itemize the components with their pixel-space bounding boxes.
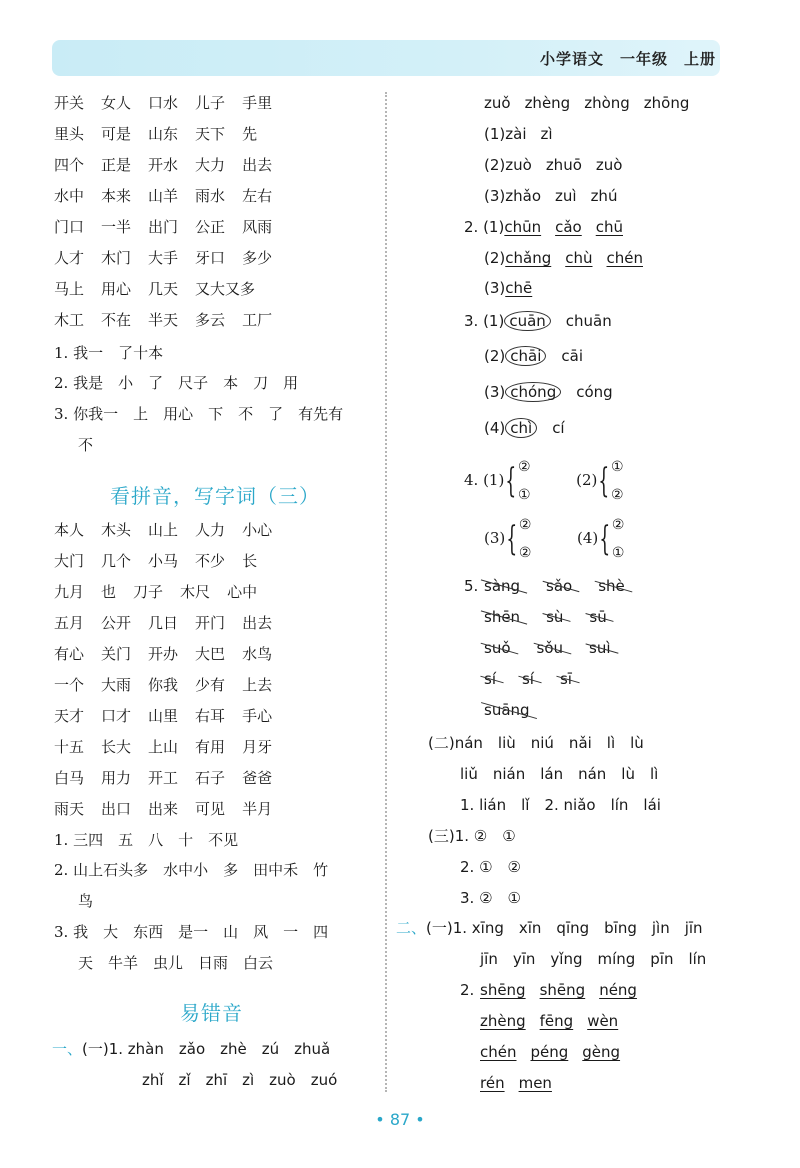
section3-q2-cont: 鸟 (78, 892, 94, 910)
header-title: 小学语文 一年级 上册 (539, 50, 716, 68)
word: 小马 (148, 552, 179, 570)
word: 口才 (101, 707, 132, 725)
er-q2-label: 2. (460, 981, 475, 999)
label: (2) (484, 156, 506, 174)
word: 出门 (148, 218, 179, 236)
word: 人力 (195, 521, 226, 539)
word: 也 (101, 583, 117, 601)
word: 大手 (148, 249, 179, 267)
word: sǎo (546, 577, 573, 595)
word: 开水 (148, 156, 179, 174)
word-row (480, 980, 651, 1000)
pinyin: zhú (590, 187, 618, 205)
word: 十五 (54, 738, 85, 756)
word: 白马 (54, 769, 85, 787)
label: (2) (576, 471, 598, 489)
brace-icon: { (506, 519, 518, 559)
word-row (54, 582, 274, 602)
pinyin: cāi (561, 347, 583, 365)
label: (3) (484, 529, 506, 547)
page-number: • 87 • (375, 1110, 425, 1129)
word: 四个 (54, 156, 85, 174)
section3-q1: 1. 三四 五 八 十 不见 (54, 831, 239, 849)
choice-stack: ② ② (518, 517, 532, 561)
word: 女人 (101, 94, 132, 112)
word: 几日 (148, 614, 179, 632)
pinyin: cǎo (555, 218, 582, 236)
word: 上山 (148, 738, 179, 756)
word: suì (589, 639, 611, 657)
word-row (54, 279, 272, 299)
word-row (54, 644, 289, 664)
label: (1) (484, 125, 506, 143)
word: 有用 (195, 738, 226, 756)
choice-stack: ② ① (517, 459, 531, 503)
label: (2) (484, 347, 506, 365)
section3-q2: 2. 山上石头多 水中小 多 田中禾 竹 (54, 861, 329, 879)
word: 雨天 (54, 800, 85, 818)
label: (3) (484, 279, 506, 297)
word: 风雨 (242, 218, 273, 236)
word: 木门 (101, 249, 132, 267)
pinyin: zhǎo (505, 187, 541, 205)
label: 3. (1) (464, 312, 505, 330)
word: 出口 (101, 800, 132, 818)
word: 正是 (101, 156, 132, 174)
word-row (54, 248, 289, 268)
word: 关门 (101, 645, 132, 663)
r1-line (484, 93, 703, 113)
word: 工厂 (242, 311, 273, 329)
word: sí (484, 670, 496, 688)
word: 五月 (54, 614, 85, 632)
word-row (484, 607, 633, 627)
word: sī (559, 670, 572, 688)
word-row (480, 1073, 566, 1093)
word: suāng (484, 701, 530, 719)
yicuo-line2: zhǐ zǐ zhī zì zuò zuó (142, 1071, 338, 1089)
pinyin: zuò (505, 156, 532, 174)
r4-line (484, 186, 631, 206)
pinyin: chūn (504, 218, 542, 236)
part2-q3: 3. 你我一 上 用心 下 不 了 有先有 (54, 405, 344, 423)
label: 4. (1) (464, 471, 505, 489)
word: 右耳 (195, 707, 226, 725)
word: suǒ (484, 639, 511, 657)
part2-q1: 1. 我一 了十本 (54, 344, 164, 362)
word: 长 (242, 552, 258, 570)
word: 手心 (242, 707, 273, 725)
word: sǒu (536, 639, 563, 657)
word: 可见 (195, 800, 226, 818)
word-row (484, 700, 556, 720)
q5-label: 5. (464, 577, 479, 595)
q2-2-line (484, 248, 657, 268)
part2-q2: 2. 我是 小 了 尺子 本 刀 用 (54, 374, 299, 392)
word: 大力 (195, 156, 226, 174)
word: 用力 (101, 769, 132, 787)
pinyin: chén (606, 249, 643, 267)
pinyin: zhuō (545, 156, 582, 174)
word: sàng (484, 577, 521, 595)
word: 刀子 (133, 583, 164, 601)
er-line2: jīn yīn yǐng míng pīn lín (480, 950, 707, 968)
word: 又大又多 (195, 280, 256, 298)
pinyin: zài (505, 125, 527, 143)
word: 可是 (101, 125, 132, 143)
pinyin: cóng (576, 383, 613, 401)
word: 你我 (148, 676, 179, 694)
word-row (54, 124, 274, 144)
word: 水中 (54, 187, 85, 205)
word: 左右 (242, 187, 273, 205)
word-row (54, 551, 274, 571)
part2-q3-cont: 不 (78, 436, 94, 454)
r3-line (484, 155, 636, 175)
yicuo-prefix: 一、 (52, 1040, 83, 1058)
word: 牙口 (195, 249, 226, 267)
word: 大雨 (101, 676, 132, 694)
yicuo-line1 (52, 1039, 330, 1059)
word-row (54, 155, 289, 175)
word: 九月 (54, 583, 85, 601)
pinyin: zì (540, 125, 553, 143)
choice-stack: ② ① (611, 517, 625, 561)
word-row (54, 675, 289, 695)
column-divider (385, 92, 387, 1092)
word: 石子 (195, 769, 226, 787)
word: fēng (539, 1012, 574, 1030)
word: shēn (484, 608, 521, 626)
word: shè (598, 577, 625, 595)
word: zhèng (480, 1012, 526, 1030)
word-row (54, 520, 289, 540)
word: 山羊 (148, 187, 179, 205)
p2-line2: liǔ nián lán nán lù lì (460, 765, 659, 783)
word: 天下 (195, 125, 226, 143)
word: 公正 (195, 218, 226, 236)
circled-pinyin: chāi (505, 346, 546, 366)
brace-icon: { (599, 519, 611, 559)
word: 大巴 (195, 645, 226, 663)
word: sū (589, 608, 607, 626)
word: 长大 (101, 738, 132, 756)
word: 本人 (54, 521, 85, 539)
word: sí (521, 670, 534, 688)
word: 多少 (242, 249, 273, 267)
word: shēng (539, 981, 586, 999)
word: 先 (242, 125, 258, 143)
word: 本来 (101, 187, 132, 205)
word-row (54, 217, 289, 237)
word-row (480, 1042, 634, 1062)
brace-icon: { (598, 461, 610, 501)
section3-title: 看拼音，写字词（三） (110, 484, 320, 508)
word: 雨水 (195, 187, 226, 205)
word: sù (546, 608, 564, 626)
q2-1-line (464, 217, 637, 237)
er-line1-text: (一)1. xīng xīn qīng bīng jìn jīn (426, 919, 703, 937)
pinyin: chù (565, 249, 593, 267)
brace-icon: { (505, 461, 517, 501)
word-row (54, 706, 289, 726)
q4-row2 (484, 510, 624, 567)
pinyin: zuǒ (484, 94, 511, 112)
word: 几天 (148, 280, 179, 298)
word: men (518, 1074, 552, 1092)
q3-1-line (464, 311, 612, 331)
word: 木工 (54, 311, 85, 329)
word: 木尺 (180, 583, 211, 601)
pinyin: zhèng (524, 94, 571, 112)
word: 人才 (54, 249, 85, 267)
word: 少有 (195, 676, 226, 694)
word: 开门 (195, 614, 226, 632)
word: 水鸟 (242, 645, 273, 663)
circled-pinyin: chóng (505, 382, 561, 402)
word: 门口 (54, 218, 85, 236)
word-row (54, 613, 289, 633)
word: 上去 (242, 676, 273, 694)
p3-line1: (三)1. ② ① (428, 827, 516, 845)
word: 出来 (148, 800, 179, 818)
word: 开关 (54, 94, 85, 112)
word-row (484, 638, 637, 658)
word: 出去 (242, 156, 273, 174)
word: 公开 (101, 614, 132, 632)
label: (4) (577, 529, 599, 547)
word: 一个 (54, 676, 85, 694)
word: 里头 (54, 125, 85, 143)
pinyin: zhōng (643, 94, 690, 112)
pinyin: zhòng (584, 94, 630, 112)
word: 一半 (101, 218, 132, 236)
section3-q3: 3. 我 大 东西 是一 山 风 一 四 (54, 923, 329, 941)
word: 山上 (148, 521, 179, 539)
section3-q3-cont: 天 牛羊 虫儿 日雨 白云 (78, 954, 274, 972)
q3-2-line (484, 346, 583, 366)
word: wèn (587, 1012, 619, 1030)
q4-row1 (464, 452, 624, 509)
word: 手里 (242, 94, 273, 112)
pinyin: zuì (555, 187, 577, 205)
word: néng (599, 981, 637, 999)
r2-line (484, 124, 567, 144)
pinyin: cí (552, 419, 565, 437)
pinyin: chē (505, 279, 533, 297)
p2-line3: 1. lián lǐ 2. niǎo lín lái (460, 796, 661, 814)
word-row (484, 669, 598, 689)
word: 不少 (195, 552, 226, 570)
word: 几个 (101, 552, 132, 570)
word: 用心 (101, 280, 132, 298)
pinyin: zuò (595, 156, 623, 174)
word: 出去 (242, 614, 273, 632)
word: shēng (480, 981, 526, 999)
word-row (484, 576, 651, 596)
word: 半天 (148, 311, 179, 329)
word: 口水 (148, 94, 179, 112)
pinyin: chū (595, 218, 623, 236)
label: 2. (1) (464, 218, 505, 236)
choice-stack: ① ② (610, 459, 624, 503)
word-row (54, 799, 289, 819)
pinyin: chuān (565, 312, 612, 330)
label: (3) (484, 383, 506, 401)
word-row (54, 310, 289, 330)
word: 天才 (54, 707, 85, 725)
p2-line1: (二)nán liù niú nǎi lì lù (428, 734, 644, 752)
word-row (54, 768, 289, 788)
word: 儿子 (195, 94, 226, 112)
circled-pinyin: chì (505, 418, 537, 438)
word: 开办 (148, 645, 179, 663)
word: 开工 (148, 769, 179, 787)
word: 大门 (54, 552, 85, 570)
er-line1 (396, 918, 703, 938)
yicuo-title: 易错音 (180, 1001, 243, 1025)
word: 山东 (148, 125, 179, 143)
word: 有心 (54, 645, 85, 663)
word: 不在 (101, 311, 132, 329)
word: 小心 (242, 521, 273, 539)
label: (4) (484, 419, 506, 437)
word: 半月 (242, 800, 273, 818)
word: 木头 (101, 521, 132, 539)
pinyin: chǎng (505, 249, 552, 267)
word: 山里 (148, 707, 179, 725)
word-row (54, 737, 289, 757)
p3-line3: 3. ② ① (460, 889, 521, 907)
word: 心中 (227, 583, 258, 601)
label: (3) (484, 187, 506, 205)
p3-line2: 2. ① ② (460, 858, 521, 876)
word: 爸爸 (242, 769, 273, 787)
word: rén (480, 1074, 505, 1092)
yicuo-line1-text: (一)1. zhàn zǎo zhè zú zhuǎ (82, 1040, 331, 1058)
label: (2) (484, 249, 506, 267)
q2-3-line (484, 278, 546, 298)
word: chén (480, 1043, 517, 1061)
word: 多云 (195, 311, 226, 329)
q3-3-line (484, 382, 613, 402)
word: 马上 (54, 280, 85, 298)
er-prefix: 二、 (396, 919, 427, 937)
word: gèng (582, 1043, 621, 1061)
word: 月牙 (242, 738, 273, 756)
circled-pinyin: cuān (504, 311, 550, 331)
word: péng (530, 1043, 569, 1061)
word-row (54, 186, 289, 206)
q3-4-line (484, 418, 565, 438)
word-row (54, 93, 289, 113)
word-row (480, 1011, 632, 1031)
